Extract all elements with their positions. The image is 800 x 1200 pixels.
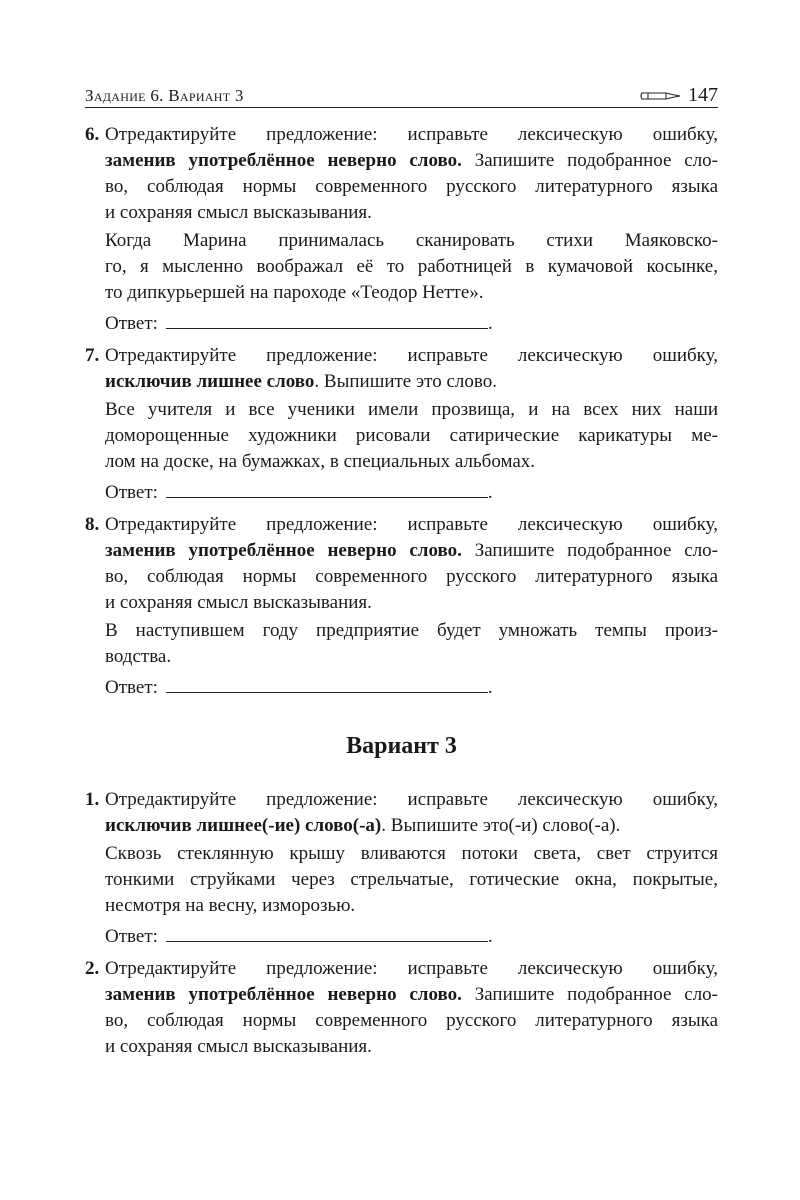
bold-text: заменив употреблённое неверно слово. [105,150,462,171]
text: и сохраняя смысл высказывания. [105,592,372,613]
text-line [105,280,718,306]
answer-label: Ответ: [105,482,158,503]
answer-end: . [487,482,493,503]
text-line [105,148,718,174]
exercise-sentence [105,841,718,919]
text: во, соблюдая нормы современного русского литературного языка [105,566,718,587]
answer-blank[interactable] [166,923,488,942]
text: Отредактируйте предложение: исправьте лексическую ошибку, [105,124,718,145]
text-line [105,254,718,280]
text: Запишите подобранное сло- [461,150,719,171]
exercise-sentence [105,618,718,670]
answer-end: . [487,677,493,698]
answer-blank[interactable] [166,479,488,498]
answer-line [105,310,718,337]
exercise-number: 8. [85,514,100,535]
text: Запишите подобранное сло- [461,540,719,561]
text: во, соблюдая нормы современного русского литературного языка [105,1010,718,1031]
answer-line [105,923,718,950]
text-line [105,369,718,395]
exercise-instruction [105,343,718,395]
text-line [105,397,718,423]
exercise-sentence [105,397,718,475]
exercise-instruction [105,512,718,616]
answer-label: Ответ: [105,677,158,698]
exercise-number: 6. [85,124,100,145]
text: Сквозь стеклянную крышу вливаются потоки света, свет струится [105,843,718,864]
exercise-item [85,956,718,1060]
header-title: Задание 6. Вариант 3 [85,86,244,105]
bold-text: заменив употреблённое неверно слово. [105,540,462,561]
text-line [105,200,718,226]
text: . Выпишите это(-и) слово(-а). [381,815,621,836]
section-heading: Вариант 3 [346,733,457,759]
exercise-item [85,122,718,337]
answer-blank[interactable] [166,674,488,693]
text-line [105,644,718,670]
text: то дипкурьершей на пароходе «Теодор Нетте». [105,282,484,303]
page-body [85,122,718,1060]
text-line [105,564,718,590]
exercise-item [85,343,718,506]
answer-line [105,674,718,701]
text: Запишите подобранное сло- [461,984,719,1005]
text-line [105,867,718,893]
text-line [105,1008,718,1034]
text-line [105,449,718,475]
text-line [105,538,718,564]
running-header [85,84,718,108]
text: и сохраняя смысл высказывания. [105,202,372,223]
text-line [105,512,718,538]
text: Отредактируйте предложение: исправьте лексическую ошибку, [105,514,718,535]
text-line [105,228,718,254]
answer-end: . [487,926,493,947]
page-number: 147 [688,84,718,106]
text: и сохраняя смысл высказывания. [105,1036,372,1057]
answer-blank[interactable] [166,310,488,329]
text: Все учителя и все ученики имели прозвища, и на всех них наши [105,399,718,420]
bold-text: исключив лишнее слово [105,371,315,392]
text-line [105,893,718,919]
text: Отредактируйте предложение: исправьте лексическую ошибку, [105,345,718,366]
exercise-sentence [105,228,718,306]
text: Отредактируйте предложение: исправьте лексическую ошибку, [105,958,718,979]
text: лом на доске, на бумажках, в специальных альбомах. [105,451,536,472]
answer-line [105,479,718,506]
text: го, я мысленно воображал её то работницей в кумачовой косынке, [105,256,718,277]
text: Отредактируйте предложение: исправьте лексическую ошибку, [105,789,718,810]
exercise-instruction [105,956,718,1060]
text: несмотря на весну, изморозью. [105,895,356,916]
bold-text: заменив употреблённое неверно слово. [105,984,462,1005]
text: тонкими струйками через стрельчатые, готические окна, покрытые, [105,869,718,890]
exercise-number: 1. [85,789,100,810]
text: доморощенные художники рисовали сатирические карикатуры ме- [105,425,718,446]
text-line [105,956,718,982]
text: . Выпишите это слово. [314,371,497,392]
text-line [105,787,718,813]
answer-end: . [487,313,493,334]
text-line [105,813,718,839]
text-line [105,174,718,200]
bold-text: исключив лишнее(-ие) слово(-а) [105,815,382,836]
text-line [105,590,718,616]
exercise-number: 7. [85,345,100,366]
text-line [105,122,718,148]
exercise-item [85,512,718,701]
exercise-instruction [105,787,718,839]
exercise-item [85,787,718,950]
exercise-instruction [105,122,718,226]
text: Когда Марина принималась сканировать стихи Маяковско- [105,230,718,251]
text-line [105,841,718,867]
text-line [105,343,718,369]
text-line [105,1034,718,1060]
text-line [105,982,718,1008]
page-number-block [640,84,718,107]
exercise-number: 2. [85,958,100,979]
pen-icon [640,90,682,102]
answer-label: Ответ: [105,313,158,334]
answer-label: Ответ: [105,926,158,947]
text: водства. [105,646,172,667]
text-line [105,618,718,644]
text: во, соблюдая нормы современного русского литературного языка [105,176,718,197]
text: В наступившем году предприятие будет умножать темпы произ- [105,620,718,641]
text-line [105,423,718,449]
